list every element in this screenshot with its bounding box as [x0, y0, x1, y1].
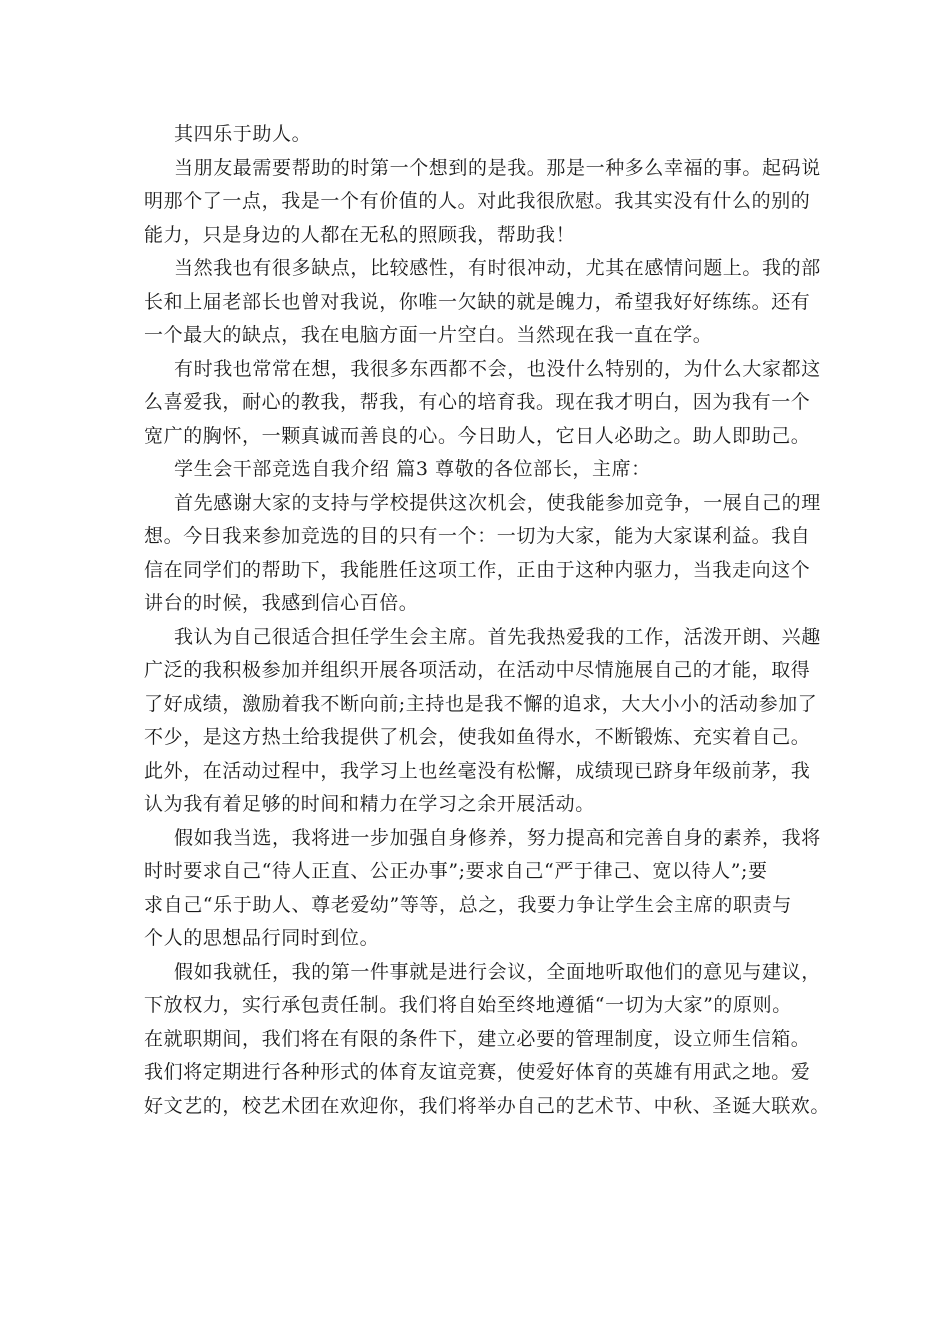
paragraph	[144, 118, 824, 152]
text-line: 讲台的时候，我感到信心百倍。	[144, 592, 419, 614]
text-line: 好文艺的，校艺术团在欢迎你，我们将举办自己的艺术节、中秋、圣诞大联欢。	[144, 1094, 831, 1117]
text-line: 假如我就任，我的第一件事就是进行会议，全面地听取他们的意见与建议，	[174, 960, 821, 983]
text-line: 认为我有着足够的时间和精力在学习之余开展活动。	[144, 793, 595, 815]
paragraph	[144, 353, 824, 454]
paragraph	[144, 956, 831, 1124]
text-line: 学生会干部竞选自我介绍 篇3 尊敬的各位部长，主席：	[174, 458, 651, 480]
paragraph	[144, 621, 824, 822]
text-line: 了好成绩，激励着我不断向前;主持也是我不懈的追求，大大小小的活动参加了	[144, 692, 818, 715]
text-line: 其四乐于助人。	[174, 123, 312, 145]
text-line: 么喜爱我，耐心的教我，帮我，有心的培育我。现在我才明白，因为我有一个	[144, 391, 811, 413]
text-line: 时时要求自己“待人正直、公正办事”;要求自己“严于律己、宽以待人”;要	[144, 860, 768, 882]
document-body	[144, 118, 831, 1123]
text-line: 有时我也常常在想，我很多东西都不会，也没什么特别的，为什么大家都这	[174, 357, 821, 380]
paragraph	[144, 152, 824, 253]
text-line: 在就职期间，我们将在有限的条件下，建立必要的管理制度，设立师生信箱。	[144, 1027, 811, 1050]
text-line: 当朋友最需要帮助的时第一个想到的是我。那是一种多么幸福的事。起码说	[174, 156, 821, 179]
text-line: 我们将定期进行各种形式的体育友谊竞赛，使爱好体育的英雄有用武之地。爱	[144, 1061, 811, 1083]
section-heading	[144, 453, 824, 487]
text-line: 我认为自己很适合担任学生会主席。首先我热爱我的工作，活泼开朗、兴趣	[174, 625, 821, 648]
text-line: 想。今日我来参加竞选的目的只有一个：一切为大家，能为大家谋利益。我自	[144, 525, 811, 547]
text-line: 求自己“乐于助人、尊老爱幼”等等，总之，我要力争让学生会主席的职责与	[144, 893, 792, 916]
text-line: 广泛的我积极参加并组织开展各项活动，在活动中尽情施展自己的才能，取得	[144, 659, 811, 681]
text-line: 长和上届老部长也曾对我说，你唯一欠缺的就是魄力，希望我好好练练。还有	[144, 290, 811, 313]
paragraph	[144, 822, 824, 956]
text-line: 不少，是这方热土给我提供了机会，使我如鱼得水，不断锻炼、充实着自己。	[144, 726, 811, 748]
text-line: 假如我当选，我将进一步加强自身修养，努力提高和完善自身的素养，我将	[174, 826, 821, 849]
text-line: 明那个了一点，我是一个有价值的人。对此我很欣慰。我其实没有什么的别的	[144, 190, 811, 212]
text-line: 下放权力，实行承包责任制。我们将自始至终地遵循“一切为大家”的原则。	[144, 994, 792, 1016]
paragraph	[144, 252, 824, 353]
text-line: 信在同学们的帮助下，我能胜任这项工作，正由于这种内驱力，当我走向这个	[144, 558, 811, 581]
text-line: 个人的思想品行同时到位。	[144, 927, 380, 949]
text-line: 一个最大的缺点，我在电脑方面一片空白。当然现在我一直在学。	[144, 324, 713, 346]
text-line: 能力，只是身边的人都在无私的照顾我，帮助我！	[144, 223, 576, 246]
text-line: 宽广的胸怀，一颗真诚而善良的心。今日助人，它日人必助之。助人即助己。	[144, 424, 811, 447]
text-line: 首先感谢大家的支持与学校提供这次机会，使我能参加竞争，一展自己的理	[174, 491, 821, 514]
text-line: 此外，在活动过程中，我学习上也丝毫没有松懈，成绩现已跻身年级前茅，我	[144, 759, 811, 782]
paragraph	[144, 487, 824, 621]
text-line: 当然我也有很多缺点，比较感性，有时很冲动，尤其在感情问题上。我的部	[174, 257, 821, 279]
